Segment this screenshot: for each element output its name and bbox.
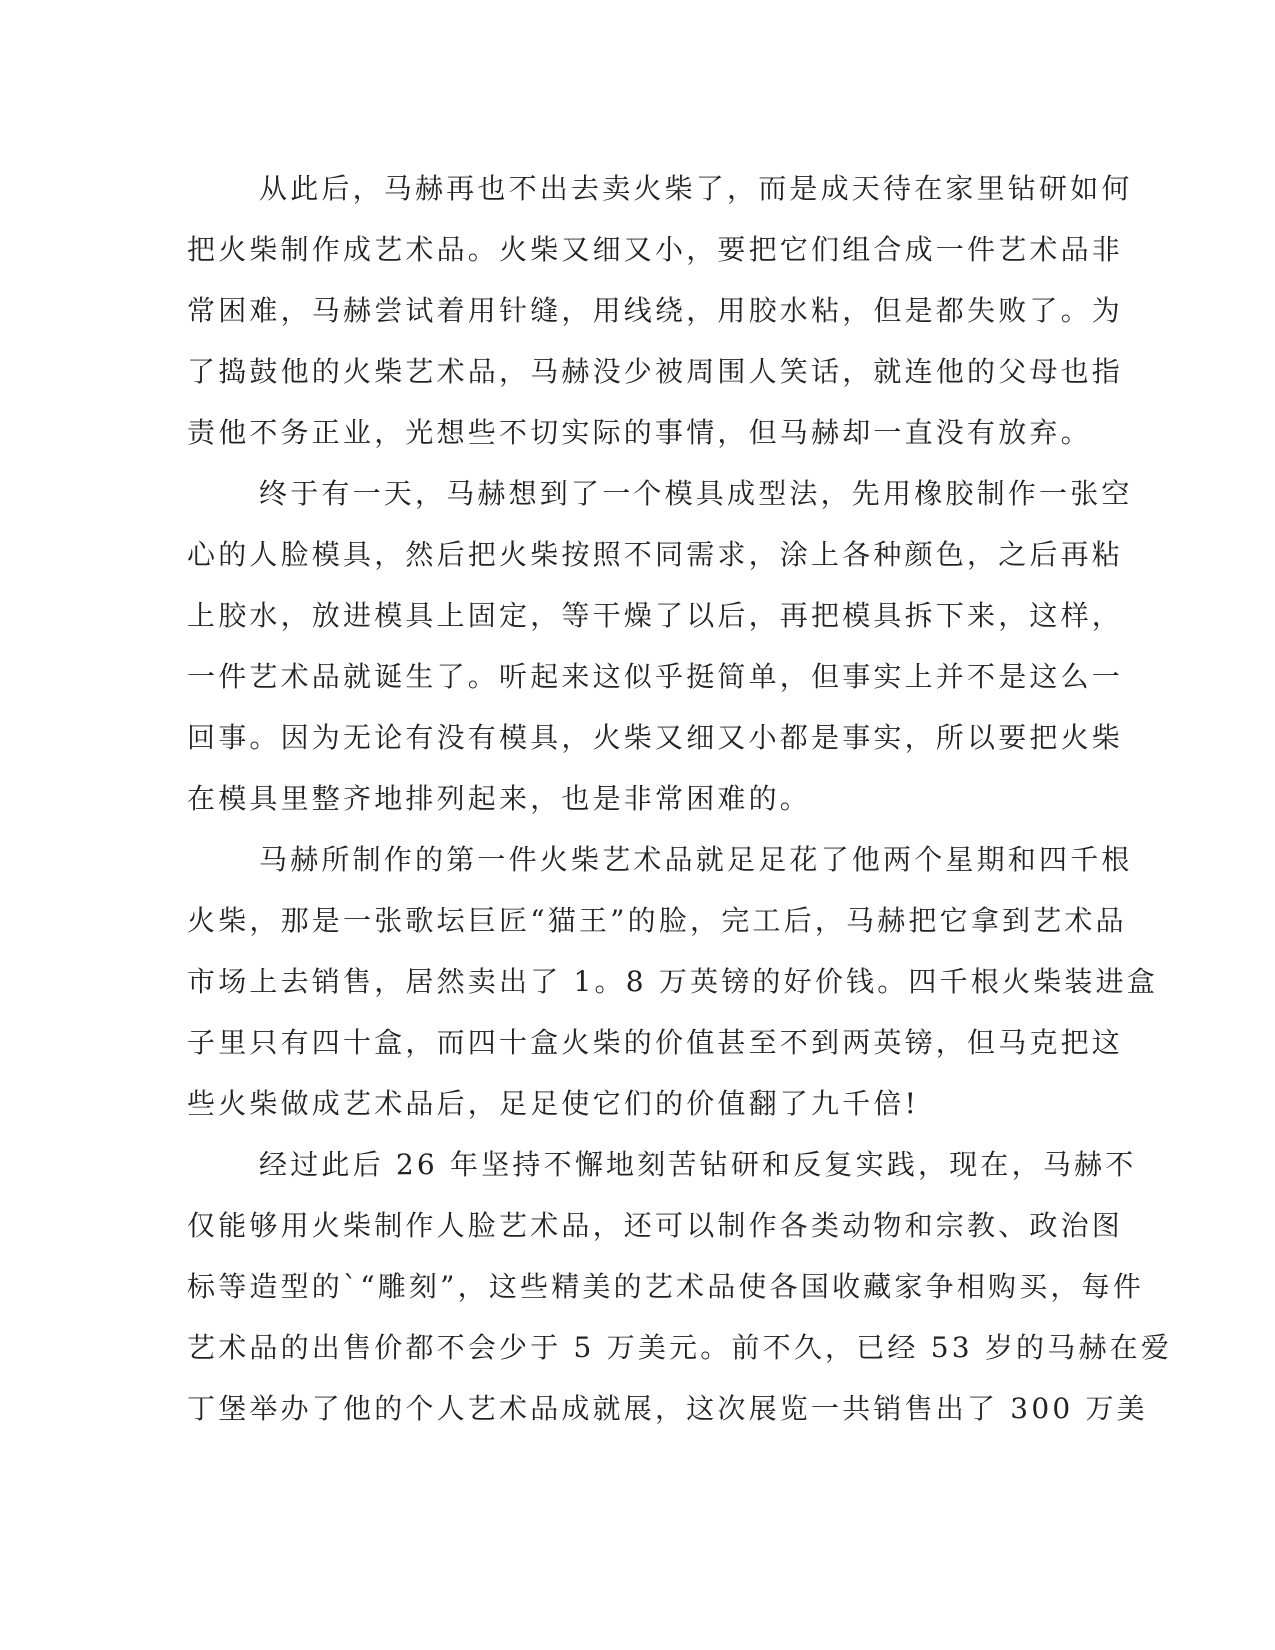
text-line: 从此后，马赫再也不出去卖火柴了，而是成天待在家里钻研如何 bbox=[259, 172, 1133, 205]
text-line: 马赫所制作的第一件火柴艺术品就足足花了他两个星期和四千根 bbox=[259, 843, 1133, 876]
text-line: 标等造型的`“雕刻”，这些精美的艺术品使各国收藏家争相购买，每件 bbox=[187, 1270, 1145, 1303]
text-line: 了捣鼓他的火柴艺术品，马赫没少被周围人笑话，就连他的父母也指 bbox=[187, 355, 1124, 388]
text-line: 心的人脸模具，然后把火柴按照不同需求，涂上各种颜色，之后再粘 bbox=[187, 538, 1124, 571]
paragraph-1 bbox=[187, 158, 1133, 463]
text-line: 火柴，那是一张歌坛巨匠“猫王”的脸，完工后，马赫把它拿到艺术品 bbox=[187, 904, 1127, 937]
text-line: 终于有一天，马赫想到了一个模具成型法，先用橡胶制作一张空 bbox=[259, 477, 1133, 510]
text-line: 在模具里整齐地排列起来，也是非常困难的。 bbox=[187, 782, 812, 815]
paragraph-3 bbox=[187, 829, 1159, 1134]
text-line: 子里只有四十盒，而四十盒火柴的价值甚至不到两英镑，但马克把这 bbox=[187, 1026, 1124, 1059]
text-line: 仅能够用火柴制作人脸艺术品，还可以制作各类动物和宗教、政治图 bbox=[187, 1209, 1124, 1242]
text-line: 回事。因为无论有没有模具，火柴又细又小都是事实，所以要把火柴 bbox=[187, 721, 1124, 754]
text-line: 些火柴做成艺术品后，足足使它们的价值翻了九千倍! bbox=[187, 1087, 920, 1120]
text-line: 市场上去销售，居然卖出了 1。8 万英镑的好价钱。四千根火柴装进盒 bbox=[187, 965, 1159, 998]
text-line: 经过此后 26 年坚持不懈地刻苦钻研和反复实践，现在，马赫不 bbox=[259, 1148, 1137, 1181]
paragraph-2 bbox=[187, 463, 1133, 829]
text-line: 常困难，马赫尝试着用针缝，用线绕，用胶水粘，但是都失败了。为 bbox=[187, 294, 1124, 327]
text-line: 上胶水，放进模具上固定，等干燥了以后，再把模具拆下来，这样， bbox=[187, 599, 1124, 632]
text-line: 一件艺术品就诞生了。听起来这似乎挺简单，但事实上并不是这么一 bbox=[187, 660, 1124, 693]
document-body bbox=[187, 158, 1173, 1439]
paragraph-4 bbox=[187, 1134, 1173, 1439]
text-line: 丁堡举办了他的个人艺术品成就展，这次展览一共销售出了 300 万美 bbox=[187, 1392, 1148, 1425]
text-line: 责他不务正业，光想些不切实际的事情，但马赫却一直没有放弃。 bbox=[187, 416, 1092, 449]
text-line: 把火柴制作成艺术品。火柴又细又小，要把它们组合成一件艺术品非 bbox=[187, 233, 1124, 266]
text-line: 艺术品的出售价都不会少于 5 万美元。前不久，已经 53 岁的马赫在爱 bbox=[187, 1331, 1173, 1364]
